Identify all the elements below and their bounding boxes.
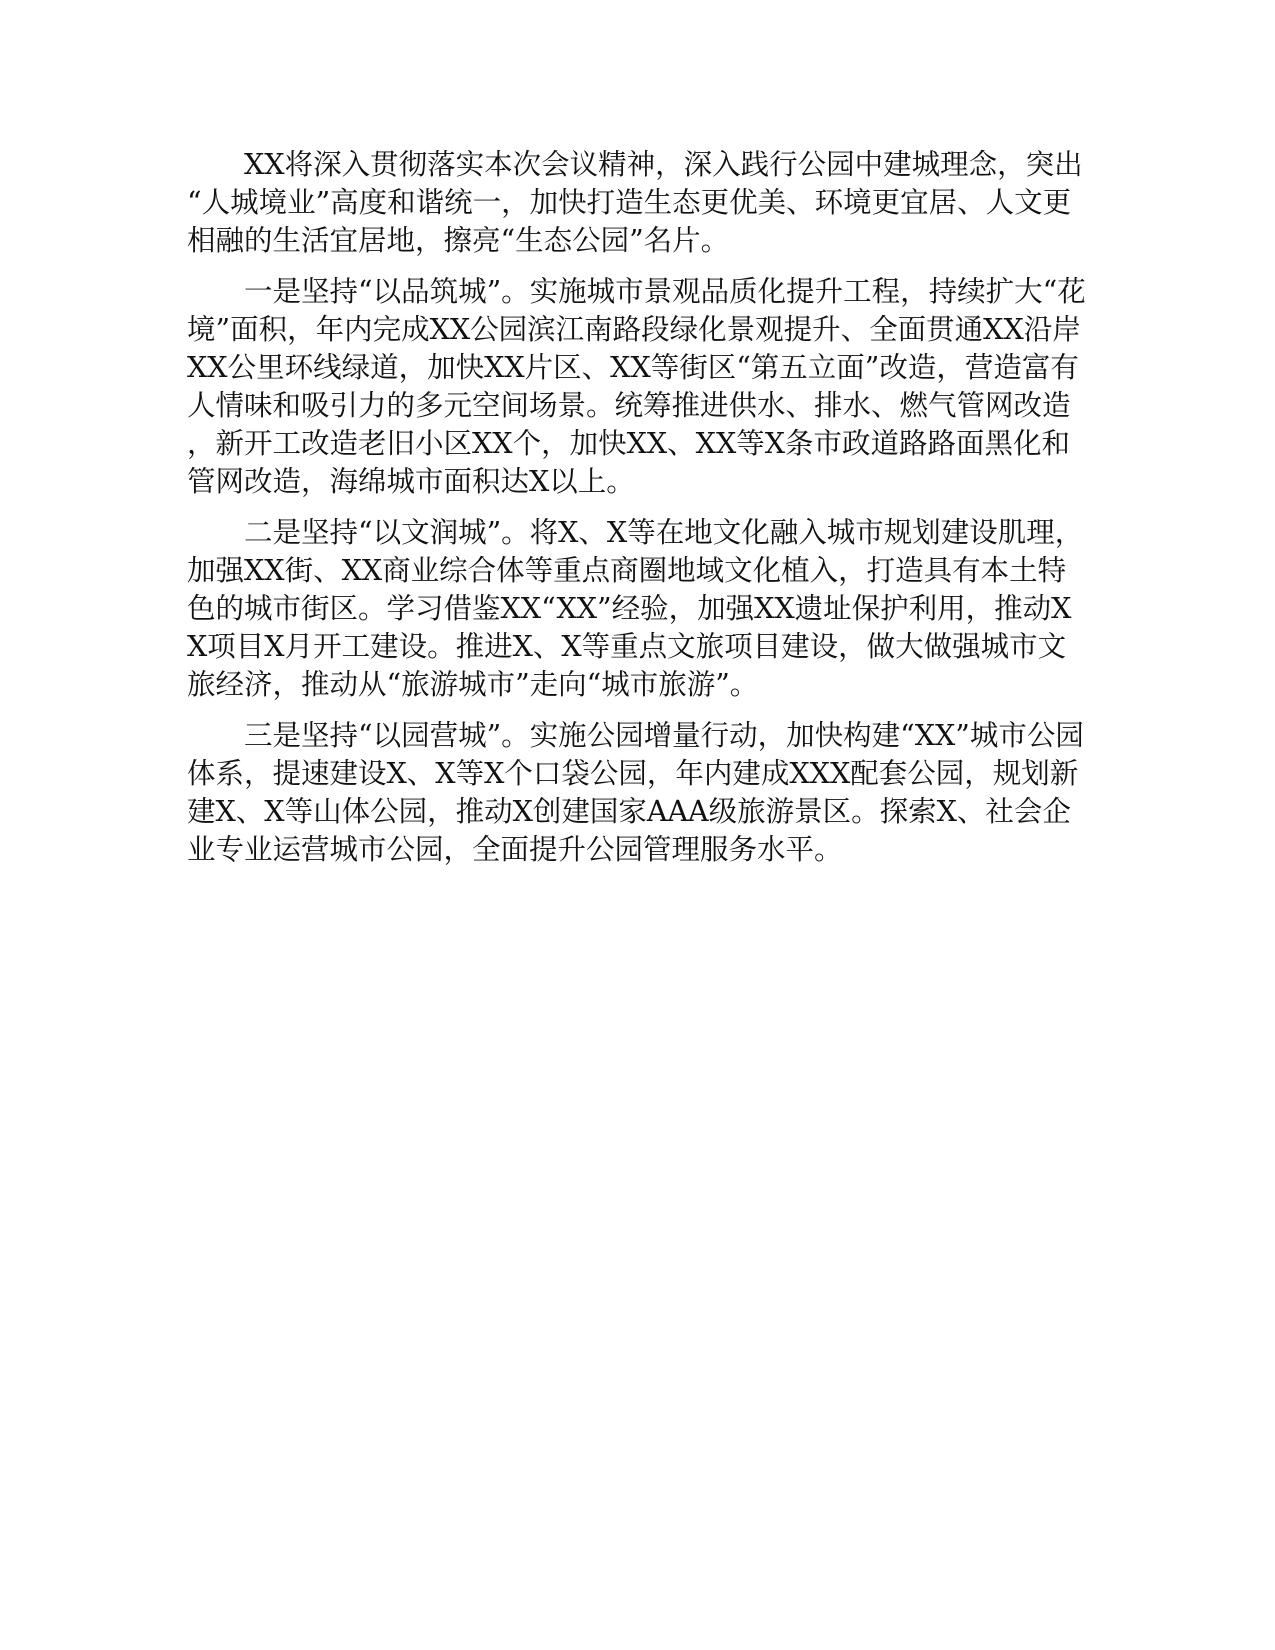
document-body	[187, 146, 1087, 882]
paragraph-point-three: 三是坚持“以园营城”。实施公园增量行动，加快构建“XX”城市公园体系，提速建设X、X等X个口袋公园，年内建成XXX配套公园，规划新建X、X等山体公园，推动X创建国家AAA级旅游景区。探索X、社会企业专业运营城市公园，全面提升公园管理服务水平。	[187, 719, 1084, 866]
paragraph-point-two: 二是坚持“以文润城”。将X、X等在地文化融入城市规划建设肌理，加强XX街、XX商业综合体等重点商圈地域文化植入，打造具有本土特色的城市街区。学习借鉴XX“XX”经验，加强XX遗址保护利用，推动XX项目X月开工建设。推进X、X等重点文旅项目建设，做大做强城市文旅经济，推动从“旅游城市”走向“城市旅游”。	[187, 516, 1084, 701]
paragraph-intro: XX将深入贯彻落实本次会议精神，深入践行公园中建城理念，突出“人城境业”高度和谐统一，加快打造生态更优美、环境更宜居、人文更相融的生活宜居地，擦亮“生态公园”名片。	[187, 148, 1083, 257]
paragraph-point-one: 一是坚持“以品筑城”。实施城市景观品质化提升工程，持续扩大“花境”面积，年内完成XX公园滨江南路段绿化景观提升、全面贯通XX沿岸XX公里环线绿道，加快XX片区、XX等街区“第五立面”改造，营造富有人情味和吸引力的多元空间场景。统筹推进供水、排水、燃气管网改造，新开工改造老旧小区XX个，加快XX、XX等X条市政道路路面黑化和管网改造，海绵城市面积达X以上。	[187, 275, 1086, 498]
